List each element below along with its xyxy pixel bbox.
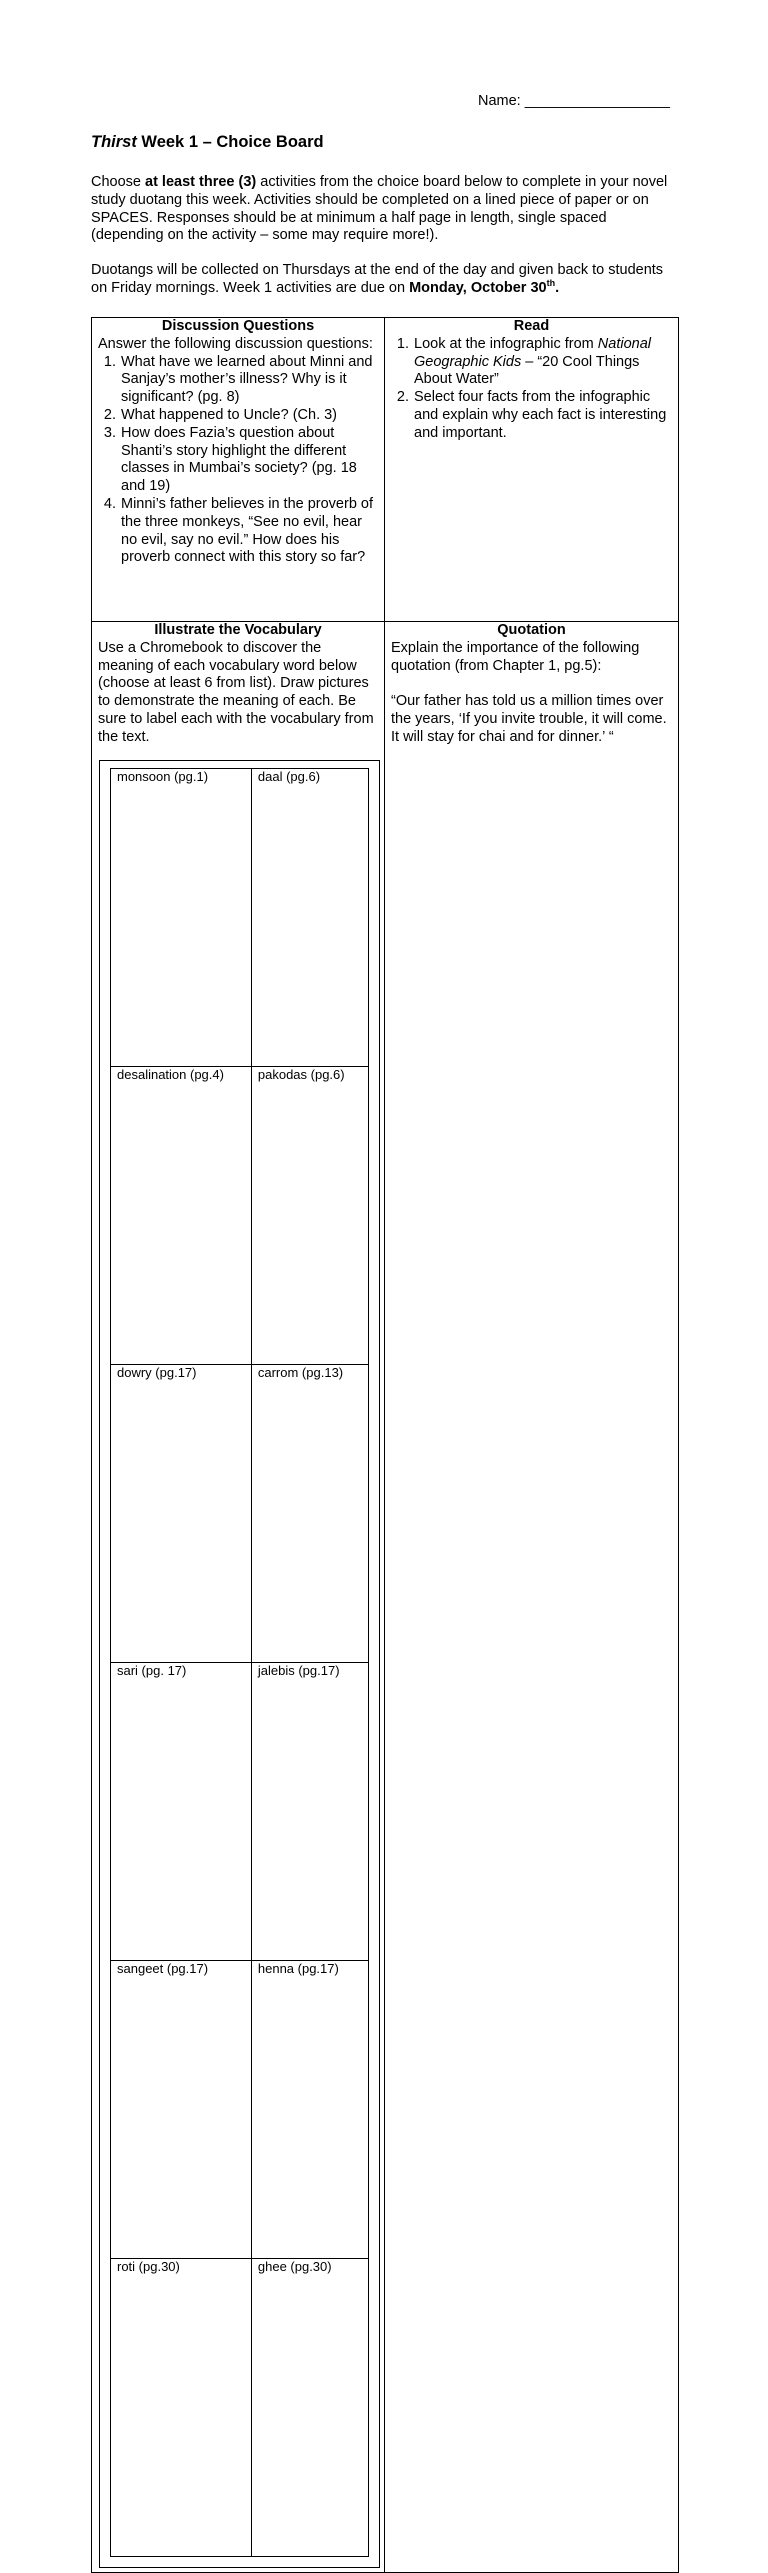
quotation-text: “Our father has told us a million times over the years, ‘If you invite trouble, it will come. It will stay for chai and for dinner.’ “ bbox=[391, 693, 667, 745]
discussion-intro: Answer the following discussion questions: bbox=[98, 335, 373, 352]
discussion-list bbox=[98, 354, 378, 568]
vocabulary-title: Illustrate the Vocabulary bbox=[154, 622, 322, 638]
vocabulary-row bbox=[111, 1662, 369, 1960]
read-source-name: National Geographic Kids bbox=[414, 335, 651, 370]
vocabulary-row bbox=[111, 1960, 369, 2258]
title-rest: Week 1 – Choice Board bbox=[136, 133, 324, 151]
vocabulary-row bbox=[111, 2258, 369, 2556]
quotation-title: Quotation bbox=[497, 622, 566, 638]
page-title bbox=[91, 132, 324, 152]
quotation-intro: Explain the importance of the following quotation (from Chapter 1, pg.5): bbox=[391, 639, 640, 674]
vocabulary-instructions: Use a Chromebook to discover the meaning of each vocabulary word below (choose at least 6 from list). Draw pictures to demonstrate the meaning of each. Be sure to label each with the vocabulary from the text. bbox=[98, 639, 374, 745]
read-cell bbox=[385, 318, 679, 622]
vocabulary-table-frame bbox=[99, 760, 380, 2568]
intro-text-1: Choose bbox=[91, 174, 146, 190]
due-date-text: Monday, October 30 bbox=[409, 279, 547, 296]
vocab-word: henna (pg.17) bbox=[251, 1960, 368, 2258]
vocab-word: daal (pg.6) bbox=[251, 768, 368, 1066]
read-item bbox=[413, 336, 672, 389]
vocab-word: pakodas (pg.6) bbox=[251, 1066, 368, 1364]
read-item-text: Look at the infographic from bbox=[414, 335, 598, 352]
read-item-text: – “20 Cool Things About Water” bbox=[414, 353, 640, 388]
discussion-question: 3. How does Fazia’s question about Shanti’s story highlight the different classes in Mumbai’s society? (pg. 18 and 19) bbox=[120, 425, 378, 496]
discussion-question: 1. What have we learned about Minni and Sanjay’s mother’s illness? Why is it significant? (pg. 8) bbox=[120, 354, 378, 407]
title-book-name: Thirst bbox=[91, 133, 137, 151]
due-date bbox=[409, 277, 560, 296]
collection-paragraph bbox=[91, 262, 681, 298]
discussion-question: 2. What happened to Uncle? (Ch. 3) bbox=[120, 407, 378, 425]
vocab-word: dowry (pg.17) bbox=[111, 1364, 252, 1662]
vocab-word: roti (pg.30) bbox=[111, 2258, 252, 2556]
vocabulary-table bbox=[110, 768, 369, 2557]
vocab-word: ghee (pg.30) bbox=[251, 2258, 368, 2556]
intro-bold: at least three (3) bbox=[145, 174, 257, 190]
collection-text: Duotangs will be collected on Thursdays at the end of the day and given back to students on Friday mornings. Week 1 activities are due on bbox=[91, 262, 664, 296]
vocab-word: sari (pg. 17) bbox=[111, 1662, 252, 1960]
read-title: Read bbox=[513, 318, 550, 334]
discussion-cell bbox=[92, 318, 385, 622]
intro-text-2: activities from the choice board below to complete in your novel study duotang this week. Activities should be completed on a lined piece of paper or on SPACES. Responses should be at minimum a half page in length, single spaced (depending on the activity – some may require more!). bbox=[91, 174, 668, 244]
due-date-period: . bbox=[555, 279, 560, 296]
vocabulary-row bbox=[111, 768, 369, 1066]
vocabulary-row bbox=[111, 1066, 369, 1364]
vocab-word: sangeet (pg.17) bbox=[111, 1960, 252, 2258]
vocab-word: jalebis (pg.17) bbox=[251, 1662, 368, 1960]
vocabulary-row bbox=[111, 1364, 369, 1662]
discussion-question: 4. Minni’s father believes in the proverb of the three monkeys, “See no evil, hear no evil, say no evil.” How does his proverb connect with this story so far? bbox=[120, 496, 378, 567]
vocabulary-cell bbox=[92, 622, 385, 2573]
vocab-word: desalination (pg.4) bbox=[111, 1066, 252, 1364]
vocab-word: monsoon (pg.1) bbox=[111, 768, 252, 1066]
read-item: 2. Select four facts from the infographic and explain why each fact is interesting and important. bbox=[413, 389, 672, 442]
quotation-cell bbox=[385, 622, 679, 2573]
intro-paragraph bbox=[91, 174, 681, 245]
discussion-title: Discussion Questions bbox=[161, 318, 315, 334]
name-field-line: Name: __________________ bbox=[478, 93, 670, 109]
vocab-word: carrom (pg.13) bbox=[251, 1364, 368, 1662]
due-date-suffix: th bbox=[546, 277, 556, 288]
choice-board bbox=[91, 317, 679, 2573]
read-list bbox=[391, 336, 672, 443]
spacer bbox=[391, 675, 672, 693]
